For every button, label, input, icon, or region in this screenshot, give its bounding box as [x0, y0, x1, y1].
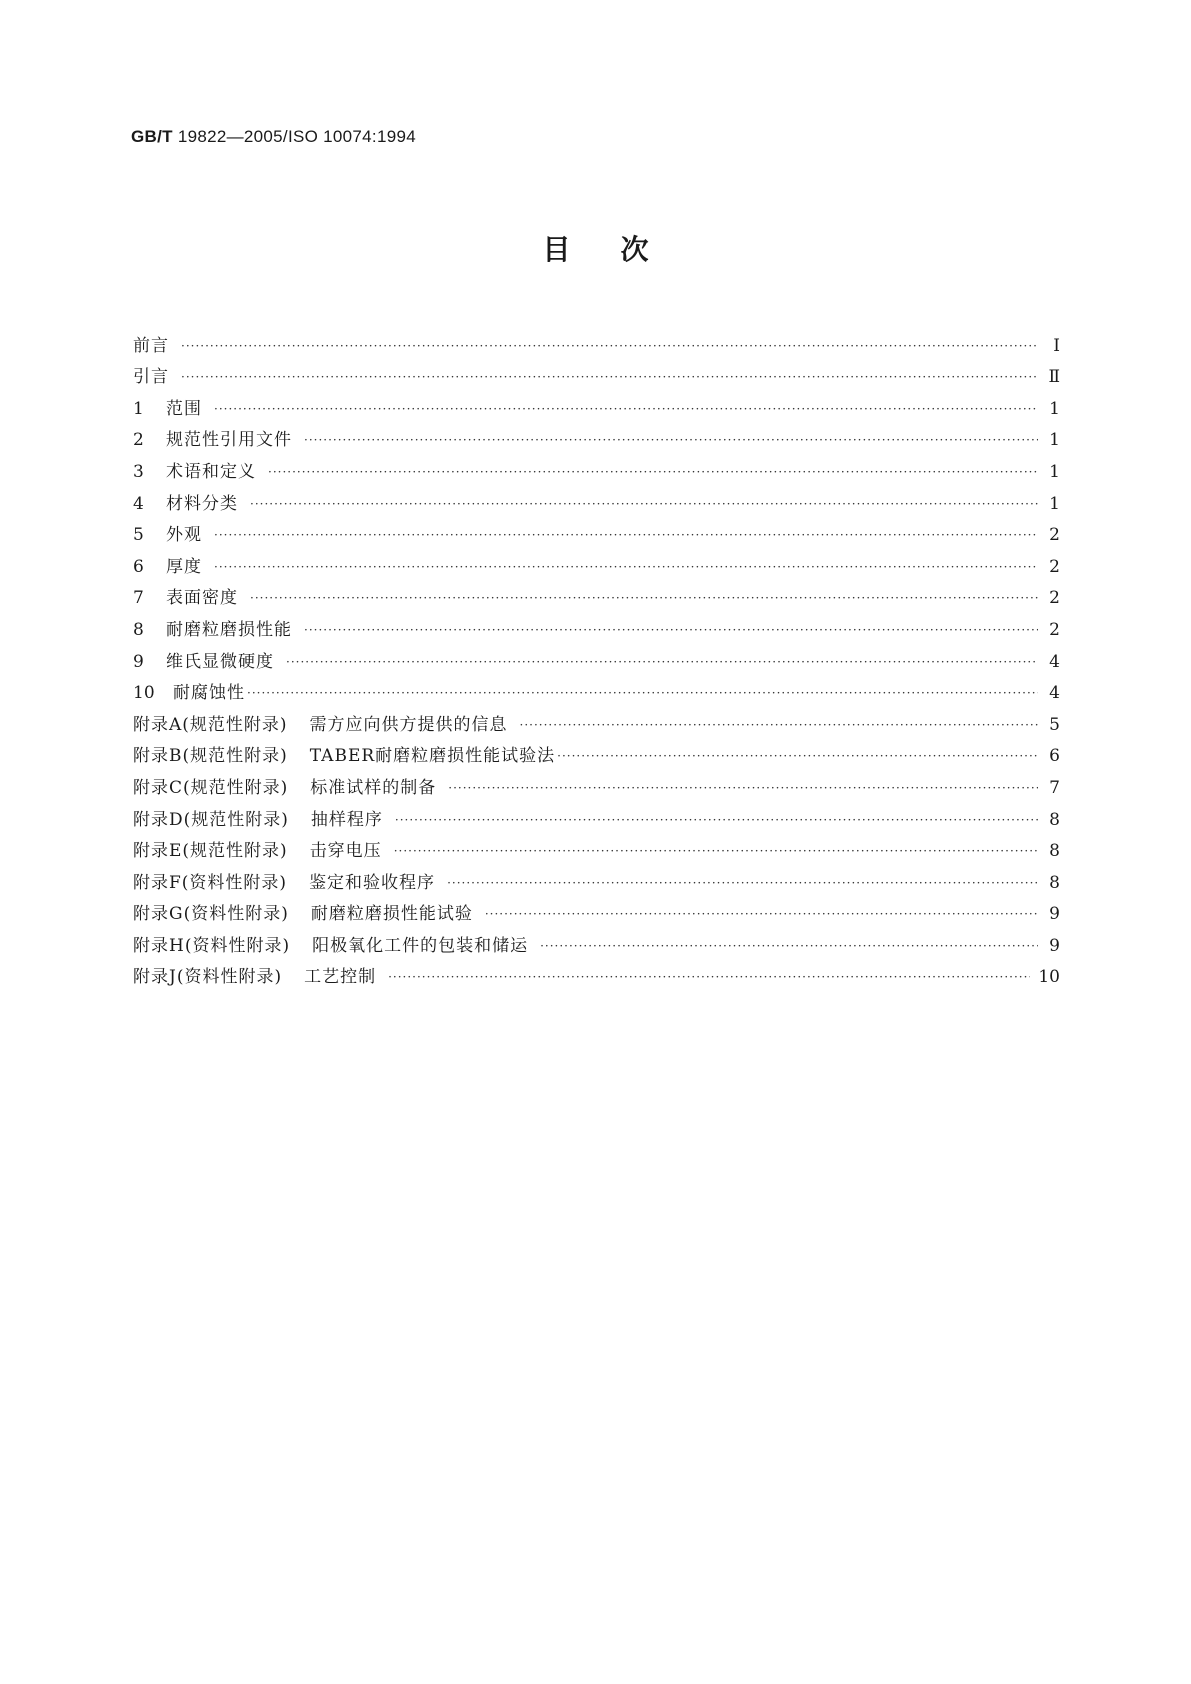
toc-annex-label: 附录G(资料性附录) [133, 904, 289, 925]
toc-entry-section[interactable] [133, 483, 1060, 515]
toc-entry-text: 材料分类 [166, 493, 238, 514]
toc-leader-dots [286, 651, 1038, 673]
toc-leader-dots [304, 429, 1038, 451]
toc-entry-text: 抽样程序 [310, 809, 383, 830]
toc-page-number: 8 [1049, 872, 1060, 893]
toc-annex-label: 附录J(资料性附录) [133, 967, 283, 988]
toc-leader-dots [214, 524, 1038, 546]
toc-annex-label: 附录D(规范性附录) [133, 809, 289, 830]
toc-annex-label: 附录E(规范性附录) [133, 841, 288, 862]
toc-page-number: 9 [1049, 904, 1060, 925]
toc-page-number: 1 [1049, 430, 1060, 451]
toc-entry-text: TABER耐磨粒磨损性能试验法 [309, 746, 556, 767]
toc-section-number: 8 [133, 619, 144, 640]
toc-entry-text: 阳极氧化工件的包装和储运 [312, 935, 529, 956]
toc-entry-text: 标准试样的制备 [310, 777, 437, 798]
toc-leader-dots [447, 872, 1038, 894]
toc-entry-text: 维氏显微硬度 [166, 651, 274, 672]
toc-section-number: 4 [133, 493, 144, 514]
toc-entry-section[interactable] [133, 673, 1060, 705]
toc-entry-text: 表面密度 [166, 588, 238, 609]
toc-leader-dots [448, 777, 1038, 799]
toc-annex-label: 附录A(规范性附录) [133, 714, 288, 735]
toc-section-number: 3 [133, 461, 144, 482]
table-of-contents [133, 325, 1060, 988]
toc-entry-annex[interactable] [133, 736, 1060, 768]
toc-entry-introduction[interactable] [133, 357, 1060, 389]
toc-page-number: 8 [1049, 809, 1060, 830]
toc-leader-dots [214, 398, 1038, 420]
toc-leader-dots [485, 903, 1038, 925]
toc-page-number: 1 [1049, 493, 1060, 514]
toc-entry-annex[interactable] [133, 894, 1060, 926]
toc-page-number: 7 [1049, 777, 1060, 798]
toc-entry-text: 引言 [133, 367, 169, 388]
toc-section-number: 7 [133, 588, 144, 609]
toc-entry-text: 规范性引用文件 [166, 430, 292, 451]
toc-entry-annex[interactable] [133, 767, 1060, 799]
toc-entry-text: 需方应向供方提供的信息 [309, 714, 508, 735]
standard-number-rest: 19822—2005/ISO 10074:1994 [172, 127, 416, 146]
toc-leader-dots [540, 935, 1038, 957]
toc-annex-label: 附录F(资料性附录) [133, 872, 288, 893]
toc-leader-dots [520, 714, 1038, 736]
toc-entry-text: 耐磨粒磨损性能 [166, 619, 292, 640]
toc-page-number: Ⅱ [1048, 367, 1060, 388]
toc-entry-section[interactable] [133, 515, 1060, 547]
toc-page-number: 5 [1049, 714, 1060, 735]
toc-section-number: 9 [133, 651, 144, 672]
toc-entry-text: 术语和定义 [166, 461, 256, 482]
toc-leader-dots [394, 840, 1038, 862]
toc-leader-dots [268, 461, 1038, 483]
toc-annex-label: 附录H(资料性附录) [133, 935, 291, 956]
toc-section-number: 6 [133, 556, 144, 577]
toc-leader-dots [181, 335, 1038, 357]
toc-page-number: 4 [1049, 651, 1060, 672]
toc-leader-dots [250, 493, 1038, 515]
toc-entry-section[interactable] [133, 578, 1060, 610]
toc-page-number: 6 [1049, 746, 1060, 767]
standard-prefix: GB/T [131, 127, 173, 146]
toc-leader-dots [214, 556, 1038, 578]
toc-entry-text: 耐腐蚀性 [173, 683, 245, 704]
toc-entry-section[interactable] [133, 451, 1060, 483]
toc-entry-section[interactable] [133, 546, 1060, 578]
toc-entry-annex[interactable] [133, 704, 1060, 736]
toc-entry-text: 鉴定和验收程序 [309, 872, 436, 893]
toc-entry-annex[interactable] [133, 957, 1060, 989]
toc-entry-section[interactable] [133, 609, 1060, 641]
toc-entry-text: 范围 [166, 398, 202, 419]
toc-entry-preface[interactable] [133, 325, 1060, 357]
toc-entry-text: 工艺控制 [304, 967, 377, 988]
toc-entry-text: 前言 [133, 335, 169, 356]
toc-entry-section[interactable] [133, 388, 1060, 420]
toc-page-number: 8 [1049, 841, 1060, 862]
toc-leader-dots [395, 809, 1038, 831]
toc-section-number: 2 [133, 430, 144, 451]
toc-section-number: 5 [133, 525, 144, 546]
toc-entry-text: 厚度 [166, 556, 202, 577]
toc-entry-text: 耐磨粒磨损性能试验 [310, 904, 473, 925]
toc-entry-text: 击穿电压 [309, 841, 382, 862]
toc-section-number: 1 [133, 398, 144, 419]
standard-number [131, 127, 416, 147]
toc-entry-text: 外观 [166, 525, 202, 546]
toc-page-number: 1 [1049, 398, 1060, 419]
toc-page-number: 9 [1049, 935, 1060, 956]
toc-page-number: 2 [1049, 619, 1060, 640]
toc-leader-dots [247, 682, 1038, 704]
toc-entry-annex[interactable] [133, 862, 1060, 894]
toc-entry-annex[interactable] [133, 799, 1060, 831]
toc-page-number: 2 [1049, 556, 1060, 577]
toc-annex-label: 附录B(规范性附录) [133, 746, 288, 767]
toc-leader-dots [388, 966, 1030, 988]
toc-leader-dots [250, 587, 1038, 609]
page-title: 目次 [542, 233, 699, 266]
toc-page-number: 4 [1049, 683, 1060, 704]
toc-entry-section[interactable] [133, 641, 1060, 673]
toc-page-number: 2 [1049, 588, 1060, 609]
toc-page-number: 1 [1049, 461, 1060, 482]
toc-page-number: Ⅰ [1053, 335, 1060, 356]
toc-page-number: 2 [1049, 525, 1060, 546]
toc-entry-annex[interactable] [133, 925, 1060, 957]
toc-page-number: 10 [1038, 967, 1060, 988]
toc-entry-section[interactable] [133, 420, 1060, 452]
toc-leader-dots [304, 619, 1038, 641]
toc-annex-label: 附录C(规范性附录) [133, 777, 289, 798]
toc-section-number: 10 [133, 683, 155, 704]
toc-leader-dots [181, 366, 1038, 388]
toc-leader-dots [557, 745, 1038, 767]
toc-entry-annex[interactable] [133, 831, 1060, 863]
